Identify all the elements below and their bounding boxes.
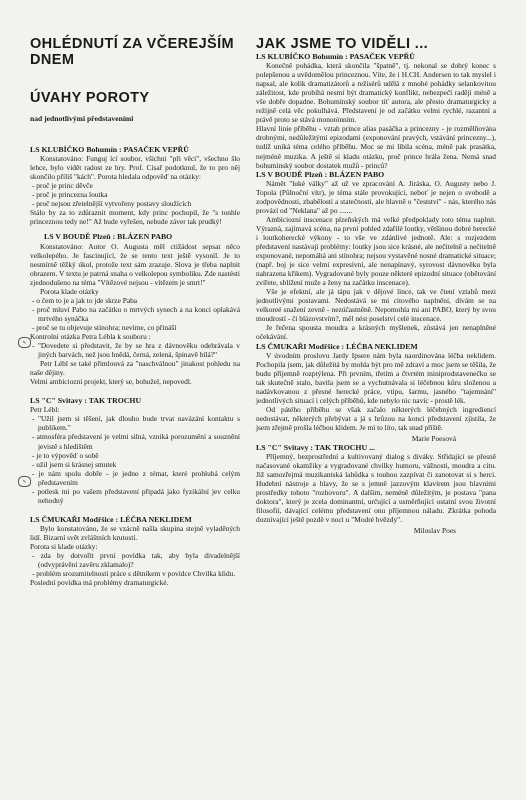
paragraph: Bylo konstatováno, že se vzácně našla skupina stejně vyladěných lidí. Bizarní svět zvláštních krutostí.	[30, 523, 240, 542]
left-column	[30, 36, 240, 587]
stamp-icon: ✎	[18, 476, 31, 487]
list-item: - proč mluví Pabo na začátku o mrtvých synech a na konci oplakává mrtvého synáčka	[32, 304, 240, 323]
paragraph: Ambiciozní inscenace plzeňských má velké předpoklady toto téma naplnit. Výrazná, zajímavá scéna, na první pohled zdařilé loutky, většinou dobré herecké i loutkoherecké výkony - to vše ve zdánlivé jednotě. Ale: s rozjezdem představení nastávají problémy: loutky jsou sice krásné, ale nečitelně a nečitelně exponované, nepomáhá ani stínohra; nejsou vystavěné nosné dramatické situace; (např. boj je sice velmi expresivní, ale nenapínavý, syrovost dávnověku byla nahrazena křikem). Vygradované byly pouze některé epizodní situace (obětování zvířete, sblížení muže a ženy na začátku inscenace).	[256, 214, 496, 288]
list-item: - "Užil jsem si těšení, jak dlouho bude trvat navázání kontaktu s publikem."	[32, 414, 240, 433]
list-item: - proč je princezna loutka	[32, 190, 108, 200]
paragraph: Petr Lébl se také přimlouvá za "naschválnou" jinakost pohledu na naše dějiny.	[30, 359, 240, 378]
subheading-jury: nad jednotlivými představeními	[30, 114, 134, 123]
list-item: - o čem to je a jak to jde skrze Paba	[32, 295, 138, 305]
paragraph: Konečně pohádka, která skončila "špatně", tj. nekonal se dobrý konec s polepšenou a uvědomělou princeznou. Víte, že i H.CH. Andersen to tak myslel i napsal, ale kolik dramatizátorů a režisérů udělá z mnohé pohádky selankovitou záležitost, kde probíhá nesmí být dramatický konflikt, nebezpečí radějí méně a vše dobře dopadne. Bohumínský soubor tíť autora, ale přesto dramaturgicky a režijně celá věc pokulhává. Představení je od začátku velmi rychlé, razantní a právě proto se stává monotónním.	[256, 61, 496, 125]
list-item: - problém srozumitelnosti práce s dětníkem v povídce Chvilka klidu.	[32, 569, 236, 579]
paragraph: Porota klade otázky	[40, 286, 99, 296]
list-item: - potlesk mi po vašem představení připadá jako fyzikální jev celku nehodný	[32, 486, 240, 505]
list-item: - zda by dotvořit první povídka tak, aby byla divadelnější (odvyprávění zavěru zklamalo)?	[32, 551, 240, 570]
list-item: - užil jsem si krásnej smutek	[32, 459, 117, 469]
list-item: - je to výpověď o sobě	[32, 450, 99, 460]
heading-jury: ÚVAHY POROTY	[30, 90, 150, 106]
paragraph: V úvodním proslovu Jardy Ipsere nám byla naordinována léčba neklidem. Pochopila jsem, jak důležitá by mohla být pro mě zdraví a moc jsem se těšila, že budu příjemně rozptýlena. Při prvním, třetím a čtvrtém miniprodstavenečku se tak skutečně stalo, bavila jsem se a vychutnávala si léčebnou kůru složenou a nadávkovanou z přesné herecké práce, vtipu, šarmu, jasného "tajemnání" jednotlivých situací i celých příběhů, kde nebylo nic navíc - prostě lék.	[256, 350, 496, 405]
right-column	[256, 36, 496, 535]
list-item: - proč se tu objevuje stínohra; nevíme, co přináší	[32, 322, 177, 332]
section-title-tak-trochu: LS "C" Svitavy : TAK TROCHU	[30, 396, 142, 406]
paragraph: Od pátého příběhu se však začalo některých léčebných ingrediencí nedostávat, některých přebývat a já s hrůzou na konci představení zjistila, že jsem zřejmě prošla léčbou klidem. Je mi to líto, tak snad příště.	[256, 404, 496, 432]
paragraph: Konstatováno: Autor O. Augusta měl ctižádost sepsat něco velkolepého. Je fascinující, že se tento text ještě vysoníl. Je to nesmírně těžký úkol, protože text sám zrazuje. Slova je třeba naplnit obrazem. V textu je patrná snaha o velkolepou symboliku. Zde nastésti zjednodušeno na téma "Vítězové nejsou - vítězem je smrt!"	[30, 241, 240, 287]
paragraph: Je řečena spousta moudra a krásných myšlenek, zůstává jen nenaplněné očekávání.	[256, 323, 496, 342]
list-item: - atmosféra představení je velmi silná, vzniká porozumění a souznění jevistě s hledištěm	[32, 432, 240, 451]
list-item: - je nám spolu dobře - je jedno z témat, které prohlubá celým představením	[32, 468, 240, 487]
stamp-icon: ✎	[18, 337, 31, 348]
section-title-klubicko: LS KLUBÍČKO Bohumín : PASAČEK VEPŘŮ	[30, 145, 189, 155]
paragraph: Poslední povídka má problémy dramaturgické.	[30, 578, 169, 588]
section-title-klubicko: LS KLUBÍČKO Bohumín : PASAČEK VEPŘŮ	[256, 52, 415, 61]
paragraph: Porota si klade otázky:	[30, 541, 98, 551]
paragraph: Kontrolní otázka Petra Lébla k souboru :	[30, 331, 151, 341]
paragraph: Námět "luké války" až už ve zpracování A. Jiráska, O. Augusty nebo J. Topola (Půlnoční vítr), je téma stále provokující, neboť je nejen o svobodě a zodpovědnosti, zbabělosti a statečnosti, ale hlavně o "čestství" - nás, kterého nás provází od "Neklana" až po .......	[256, 178, 496, 215]
heading-how-we-saw: JAK JSME TO VIDĚLI ...	[256, 36, 429, 52]
section-title-pabo: LS V BOUDĚ Plzeň : BLÁZEN PABO	[256, 169, 385, 179]
paragraph: Petr Lébl:	[30, 405, 60, 415]
section-title-tak-trochu: LS "C" Svitavy : TAK TROCHU ...	[256, 443, 375, 453]
list-item: - proč je princ děvče	[32, 181, 93, 191]
list-item: - "Dovedete si představit, že by se hra z dávnověku odehrávala v jiných barvách, než jsou hnědá, černá, zelená, špinavě bílá?"	[32, 341, 240, 360]
section-title-pabo: LS V BOUDĚ Plzeň : BLÁZEN PABO	[44, 232, 173, 242]
paragraph: Velmi ambiciozní projekt, který se, bohužel, nepovedl.	[30, 377, 192, 387]
section-title-lecba: LS ČMUKAŘI Modřšice : LÉČBA NEKLIDEM	[256, 341, 418, 351]
section-title-lecba: LS ČMUKAŘI Modřšice : LÉČBA NEKLIDEM	[30, 514, 192, 524]
paragraph: Hlavní linie příběhu - vztah prince alias pasáčka a princezny - je rozmělňována drobnými, nedůležitými epizodami (exponování pravých, vstávání princezny...), tudíž uniká téma celého příběhu. Moc se mi líbila scéna, méně pak prasátka, nejméně muzika. A ještě si kladu otázku, proč prince hrála žena. Nemá snad bohumínský soubor dostatek mužů - princů?	[256, 124, 496, 170]
heading-yesterday: OHLÉDNUTÍ ZA VČEREJŠÍM DNEM	[30, 36, 235, 68]
paragraph: Stálo by za to zdůraznit moment, kdy princ pochopil, že "s tonhle princeznou tedy ne!" Až bude vyřešen, nebude záver tak prudký!	[30, 208, 240, 227]
list-item: - proč nejsou zřetelnější vytvořeny postavy sloužících	[32, 199, 192, 209]
author-signature: Marie Poesová	[411, 433, 456, 443]
paragraph: Vše je efektní, ale já tápu jak v dějové lince, tak ve čtení vztahů mezi jednotlivými postavami. Nedostává se mi citového naplnění, dívám se na velkoreé snažení zevně - nezúčastněně. Nepomohla mi ani PABO, který by svou moudrostí - či blázovstvím?, měl nést poselství celé inscenace.	[256, 287, 496, 324]
paragraph: Konstatováno: Funguj ící soubor, všichni "při věci", všechno šlo lehce, bylo vidět radost ze hry. Prof. Císař podotknul, že to pro něj skončilo příliš "kách". Porota hledala odpověď na otázky:	[30, 154, 240, 182]
author-signature: Miloslav Poes	[413, 526, 456, 536]
paragraph: Příjemný, bezprostřední a kultivovaný dialog s diváky. Střídající se přesně načasované okamžiky a vygradované chvilky humoru, vážnosti, moudra a citu. Již samozřejmá muzikantská lahůdka s touhou zazpívat či zanotovat si s herci. Hudební nástroje a hlavy, že se s jemně jazzovým klavírem jsou hlavními prostředky tohoto "rozhovoru". A dalším, neméně důležitým, je postava "pana doktora", který je zcela dominantní, určující a usměrňující ostatní svou životní filosofií, dávající celému představení onu příjemnou náladu. Zkrátka pohoda doznívající ještě pozdě v noci u "Modré hvězdy".	[256, 452, 496, 525]
